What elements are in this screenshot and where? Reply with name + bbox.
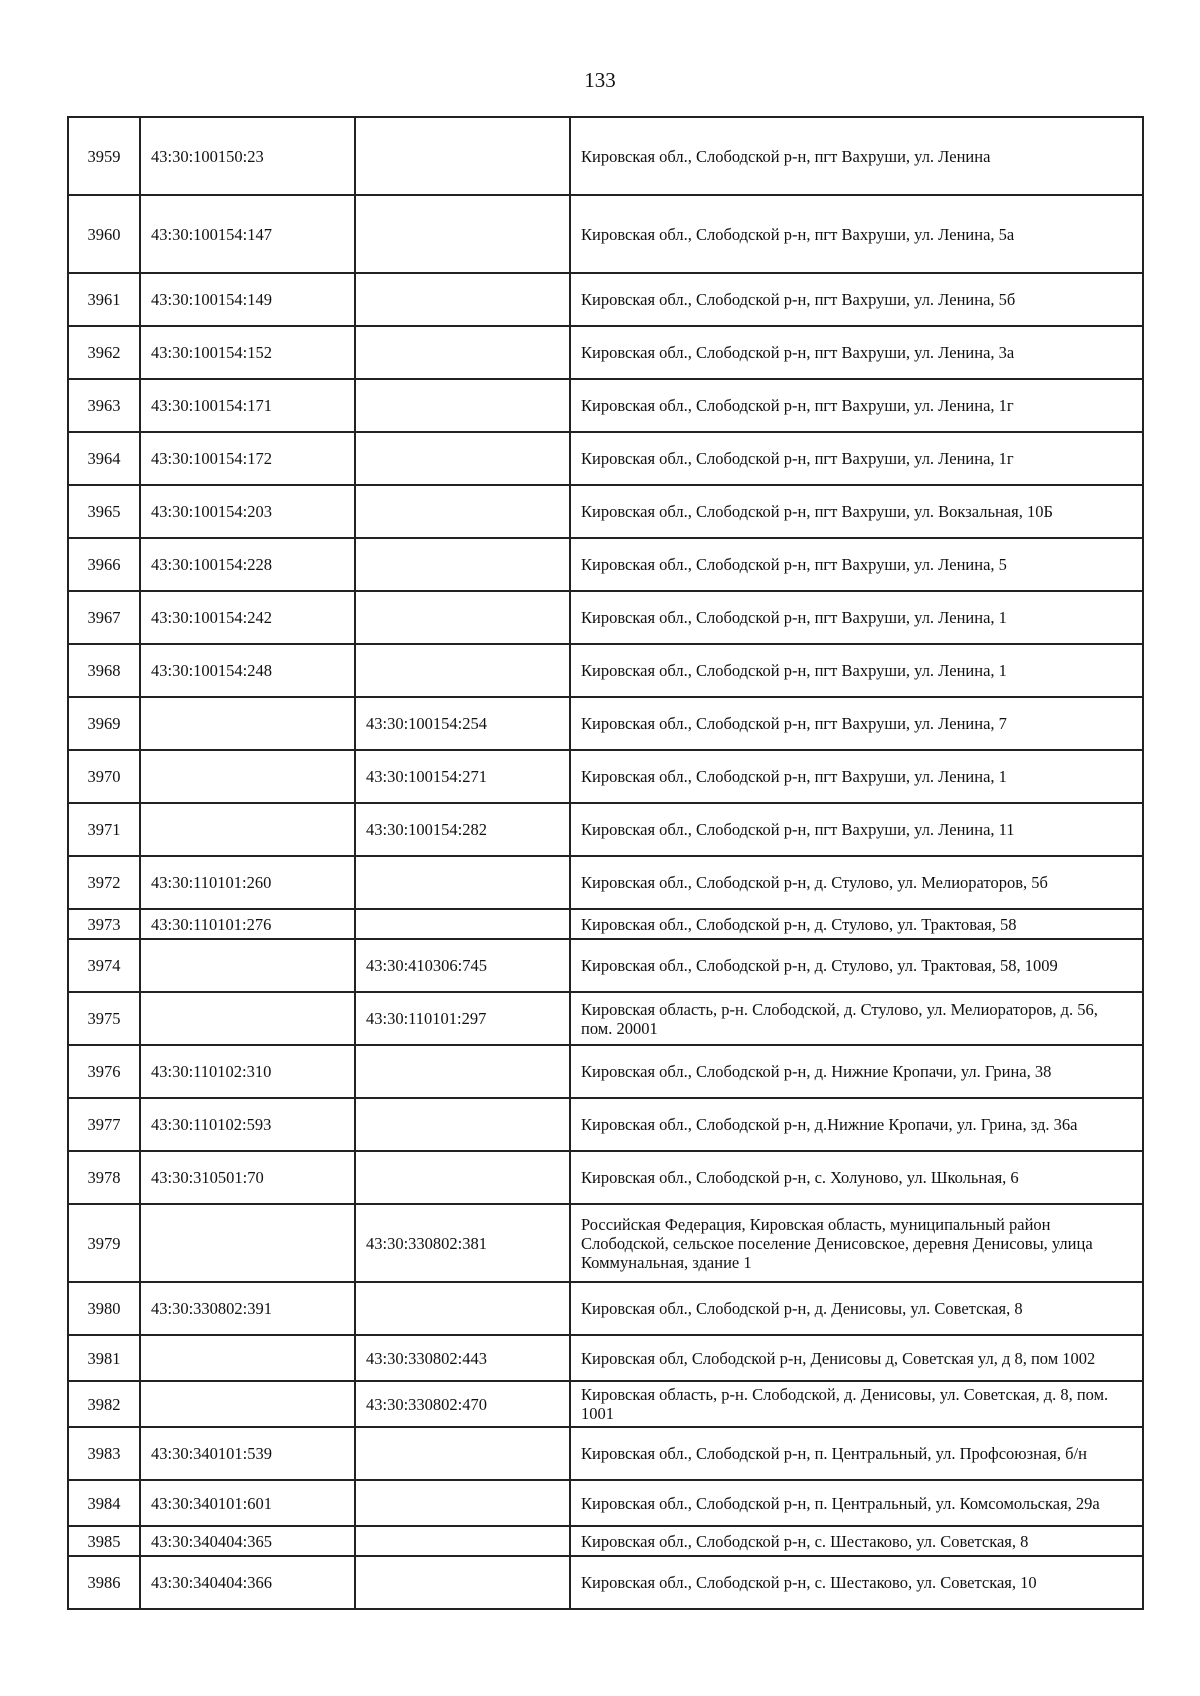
row-number-cell: 3974	[68, 939, 140, 992]
table-row	[68, 1204, 1143, 1282]
cadastral-number-cell: 43:30:100154:147	[140, 195, 355, 273]
row-number-cell: 3983	[68, 1427, 140, 1480]
cadastral-number-alt-cell: 43:30:100154:282	[355, 803, 570, 856]
address-cell: Кировская обл., Слободской р-н, д.Нижние Кропачи, ул. Грина, зд. 36а	[570, 1098, 1143, 1151]
table-row	[68, 538, 1143, 591]
cadastral-number-alt-cell: 43:30:100154:271	[355, 750, 570, 803]
cadastral-number-cell	[140, 1335, 355, 1381]
row-number-cell: 3965	[68, 485, 140, 538]
cadastral-number-cell: 43:30:110102:593	[140, 1098, 355, 1151]
cadastral-number-cell: 43:30:100154:242	[140, 591, 355, 644]
cadastral-number-alt-cell	[355, 1151, 570, 1204]
address-cell: Кировская обл, Слободской р-н, Денисовы д, Советская ул, д 8, пом 1002	[570, 1335, 1143, 1381]
cadastral-number-cell	[140, 750, 355, 803]
table-row	[68, 992, 1143, 1045]
cadastral-number-cell: 43:30:100154:172	[140, 432, 355, 485]
address-cell: Кировская обл., Слободской р-н, с. Шестаково, ул. Советская, 8	[570, 1526, 1143, 1556]
cadastral-number-alt-cell	[355, 273, 570, 326]
cadastral-number-cell: 43:30:340404:366	[140, 1556, 355, 1609]
row-number-cell: 3981	[68, 1335, 140, 1381]
cadastral-number-cell: 43:30:100150:23	[140, 117, 355, 195]
table-row	[68, 909, 1143, 939]
row-number-cell: 3960	[68, 195, 140, 273]
cadastral-number-alt-cell: 43:30:330802:443	[355, 1335, 570, 1381]
registry-table-body	[68, 117, 1143, 1609]
cadastral-number-cell: 43:30:100154:228	[140, 538, 355, 591]
table-row	[68, 803, 1143, 856]
cadastral-number-cell: 43:30:100154:203	[140, 485, 355, 538]
cadastral-number-cell: 43:30:100154:149	[140, 273, 355, 326]
table-row	[68, 117, 1143, 195]
cadastral-number-alt-cell: 43:30:330802:470	[355, 1381, 570, 1427]
row-number-cell: 3982	[68, 1381, 140, 1427]
table-row	[68, 273, 1143, 326]
cadastral-number-cell: 43:30:330802:391	[140, 1282, 355, 1335]
row-number-cell: 3980	[68, 1282, 140, 1335]
cadastral-number-alt-cell	[355, 1045, 570, 1098]
cadastral-number-alt-cell	[355, 485, 570, 538]
cadastral-number-alt-cell	[355, 1282, 570, 1335]
table-row	[68, 856, 1143, 909]
registry-table	[67, 116, 1144, 1610]
row-number-cell: 3971	[68, 803, 140, 856]
row-number-cell: 3959	[68, 117, 140, 195]
cadastral-number-alt-cell	[355, 326, 570, 379]
cadastral-number-alt-cell	[355, 538, 570, 591]
table-row	[68, 1480, 1143, 1526]
cadastral-number-alt-cell	[355, 1427, 570, 1480]
cadastral-number-alt-cell	[355, 644, 570, 697]
address-cell: Кировская область, р-н. Слободской, д. Денисовы, ул. Советская, д. 8, пом. 1001	[570, 1381, 1143, 1427]
row-number-cell: 3966	[68, 538, 140, 591]
cadastral-number-alt-cell	[355, 379, 570, 432]
cadastral-number-cell: 43:30:110102:310	[140, 1045, 355, 1098]
cadastral-number-cell: 43:30:340101:539	[140, 1427, 355, 1480]
address-cell: Кировская обл., Слободской р-н, с. Шестаково, ул. Советская, 10	[570, 1556, 1143, 1609]
address-cell: Кировская обл., Слободской р-н, пгт Вахруши, ул. Ленина, 3а	[570, 326, 1143, 379]
cadastral-number-alt-cell: 43:30:110101:297	[355, 992, 570, 1045]
table-row	[68, 326, 1143, 379]
row-number-cell: 3986	[68, 1556, 140, 1609]
row-number-cell: 3975	[68, 992, 140, 1045]
cadastral-number-alt-cell	[355, 591, 570, 644]
row-number-cell: 3961	[68, 273, 140, 326]
table-row	[68, 1098, 1143, 1151]
address-cell: Кировская обл., Слободской р-н, пгт Вахруши, ул. Ленина, 1	[570, 750, 1143, 803]
address-cell: Кировская обл., Слободской р-н, д. Нижние Кропачи, ул. Грина, 38	[570, 1045, 1143, 1098]
row-number-cell: 3977	[68, 1098, 140, 1151]
cadastral-number-alt-cell: 43:30:100154:254	[355, 697, 570, 750]
cadastral-number-cell	[140, 939, 355, 992]
address-cell: Кировская обл., Слободской р-н, пгт Вахруши, ул. Ленина, 1	[570, 591, 1143, 644]
cadastral-number-cell: 43:30:310501:70	[140, 1151, 355, 1204]
address-cell: Кировская обл., Слободской р-н, пгт Вахруши, ул. Ленина, 5	[570, 538, 1143, 591]
row-number-cell: 3963	[68, 379, 140, 432]
address-cell: Кировская обл., Слободской р-н, с. Холуново, ул. Школьная, 6	[570, 1151, 1143, 1204]
cadastral-number-alt-cell	[355, 1526, 570, 1556]
table-row	[68, 939, 1143, 992]
cadastral-number-cell: 43:30:100154:171	[140, 379, 355, 432]
address-cell: Кировская обл., Слободской р-н, пгт Вахруши, ул. Ленина, 7	[570, 697, 1143, 750]
row-number-cell: 3972	[68, 856, 140, 909]
address-cell: Кировская обл., Слободской р-н, п. Центральный, ул. Комсомольская, 29а	[570, 1480, 1143, 1526]
table-row	[68, 379, 1143, 432]
table-row	[68, 195, 1143, 273]
row-number-cell: 3984	[68, 1480, 140, 1526]
cadastral-number-alt-cell: 43:30:330802:381	[355, 1204, 570, 1282]
address-cell: Кировская обл., Слободской р-н, пгт Вахруши, ул. Ленина, 1г	[570, 432, 1143, 485]
cadastral-number-alt-cell	[355, 117, 570, 195]
table-row	[68, 432, 1143, 485]
cadastral-number-cell: 43:30:340404:365	[140, 1526, 355, 1556]
address-cell: Кировская обл., Слободской р-н, пгт Вахруши, ул. Ленина, 1г	[570, 379, 1143, 432]
row-number-cell: 3978	[68, 1151, 140, 1204]
row-number-cell: 3968	[68, 644, 140, 697]
row-number-cell: 3976	[68, 1045, 140, 1098]
table-row	[68, 1335, 1143, 1381]
table-row	[68, 697, 1143, 750]
address-cell: Кировская обл., Слободской р-н, пгт Вахруши, ул. Ленина	[570, 117, 1143, 195]
address-cell: Кировская обл., Слободской р-н, д. Стулово, ул. Трактовая, 58, 1009	[570, 939, 1143, 992]
address-cell: Кировская обл., Слободской р-н, пгт Вахруши, ул. Ленина, 11	[570, 803, 1143, 856]
cadastral-number-cell: 43:30:100154:248	[140, 644, 355, 697]
address-cell: Кировская обл., Слободской р-н, пгт Вахруши, ул. Ленина, 1	[570, 644, 1143, 697]
row-number-cell: 3964	[68, 432, 140, 485]
table-row	[68, 1526, 1143, 1556]
address-cell: Кировская обл., Слободской р-н, д. Стулово, ул. Мелиораторов, 5б	[570, 856, 1143, 909]
cadastral-number-alt-cell	[355, 1556, 570, 1609]
row-number-cell: 3985	[68, 1526, 140, 1556]
address-cell: Кировская обл., Слободской р-н, д. Денисовы, ул. Советская, 8	[570, 1282, 1143, 1335]
row-number-cell: 3967	[68, 591, 140, 644]
cadastral-number-cell: 43:30:100154:152	[140, 326, 355, 379]
table-row	[68, 750, 1143, 803]
cadastral-number-alt-cell	[355, 1480, 570, 1526]
table-row	[68, 1151, 1143, 1204]
row-number-cell: 3970	[68, 750, 140, 803]
address-cell: Кировская обл., Слободской р-н, пгт Вахруши, ул. Ленина, 5б	[570, 273, 1143, 326]
table-row	[68, 1556, 1143, 1609]
cadastral-number-alt-cell	[355, 1098, 570, 1151]
cadastral-number-alt-cell	[355, 909, 570, 939]
address-cell: Российская Федерация, Кировская область, муниципальный район Слободской, сельское поселение Денисовское, деревня Денисовы, улица Коммунальная, здание 1	[570, 1204, 1143, 1282]
cadastral-number-alt-cell: 43:30:410306:745	[355, 939, 570, 992]
address-cell: Кировская обл., Слободской р-н, пгт Вахруши, ул. Ленина, 5а	[570, 195, 1143, 273]
cadastral-number-cell	[140, 1381, 355, 1427]
row-number-cell: 3979	[68, 1204, 140, 1282]
table-row	[68, 485, 1143, 538]
table-row	[68, 1282, 1143, 1335]
cadastral-number-cell	[140, 1204, 355, 1282]
row-number-cell: 3973	[68, 909, 140, 939]
page-number: 133	[584, 68, 616, 92]
table-row	[68, 644, 1143, 697]
address-cell: Кировская обл., Слободской р-н, пгт Вахруши, ул. Вокзальная, 10Б	[570, 485, 1143, 538]
cadastral-number-cell: 43:30:110101:260	[140, 856, 355, 909]
address-cell: Кировская обл., Слободской р-н, д. Стулово, ул. Трактовая, 58	[570, 909, 1143, 939]
cadastral-number-cell: 43:30:110101:276	[140, 909, 355, 939]
table-row	[68, 1045, 1143, 1098]
cadastral-number-alt-cell	[355, 856, 570, 909]
table-row	[68, 591, 1143, 644]
cadastral-number-alt-cell	[355, 195, 570, 273]
address-cell: Кировская обл., Слободской р-н, п. Центральный, ул. Профсоюзная, б/н	[570, 1427, 1143, 1480]
cadastral-number-cell	[140, 803, 355, 856]
cadastral-number-cell	[140, 697, 355, 750]
row-number-cell: 3969	[68, 697, 140, 750]
cadastral-number-cell: 43:30:340101:601	[140, 1480, 355, 1526]
table-row	[68, 1427, 1143, 1480]
address-cell: Кировская область, р-н. Слободской, д. Стулово, ул. Мелиораторов, д. 56, пом. 20001	[570, 992, 1143, 1045]
cadastral-number-cell	[140, 992, 355, 1045]
cadastral-number-alt-cell	[355, 432, 570, 485]
row-number-cell: 3962	[68, 326, 140, 379]
table-row	[68, 1381, 1143, 1427]
